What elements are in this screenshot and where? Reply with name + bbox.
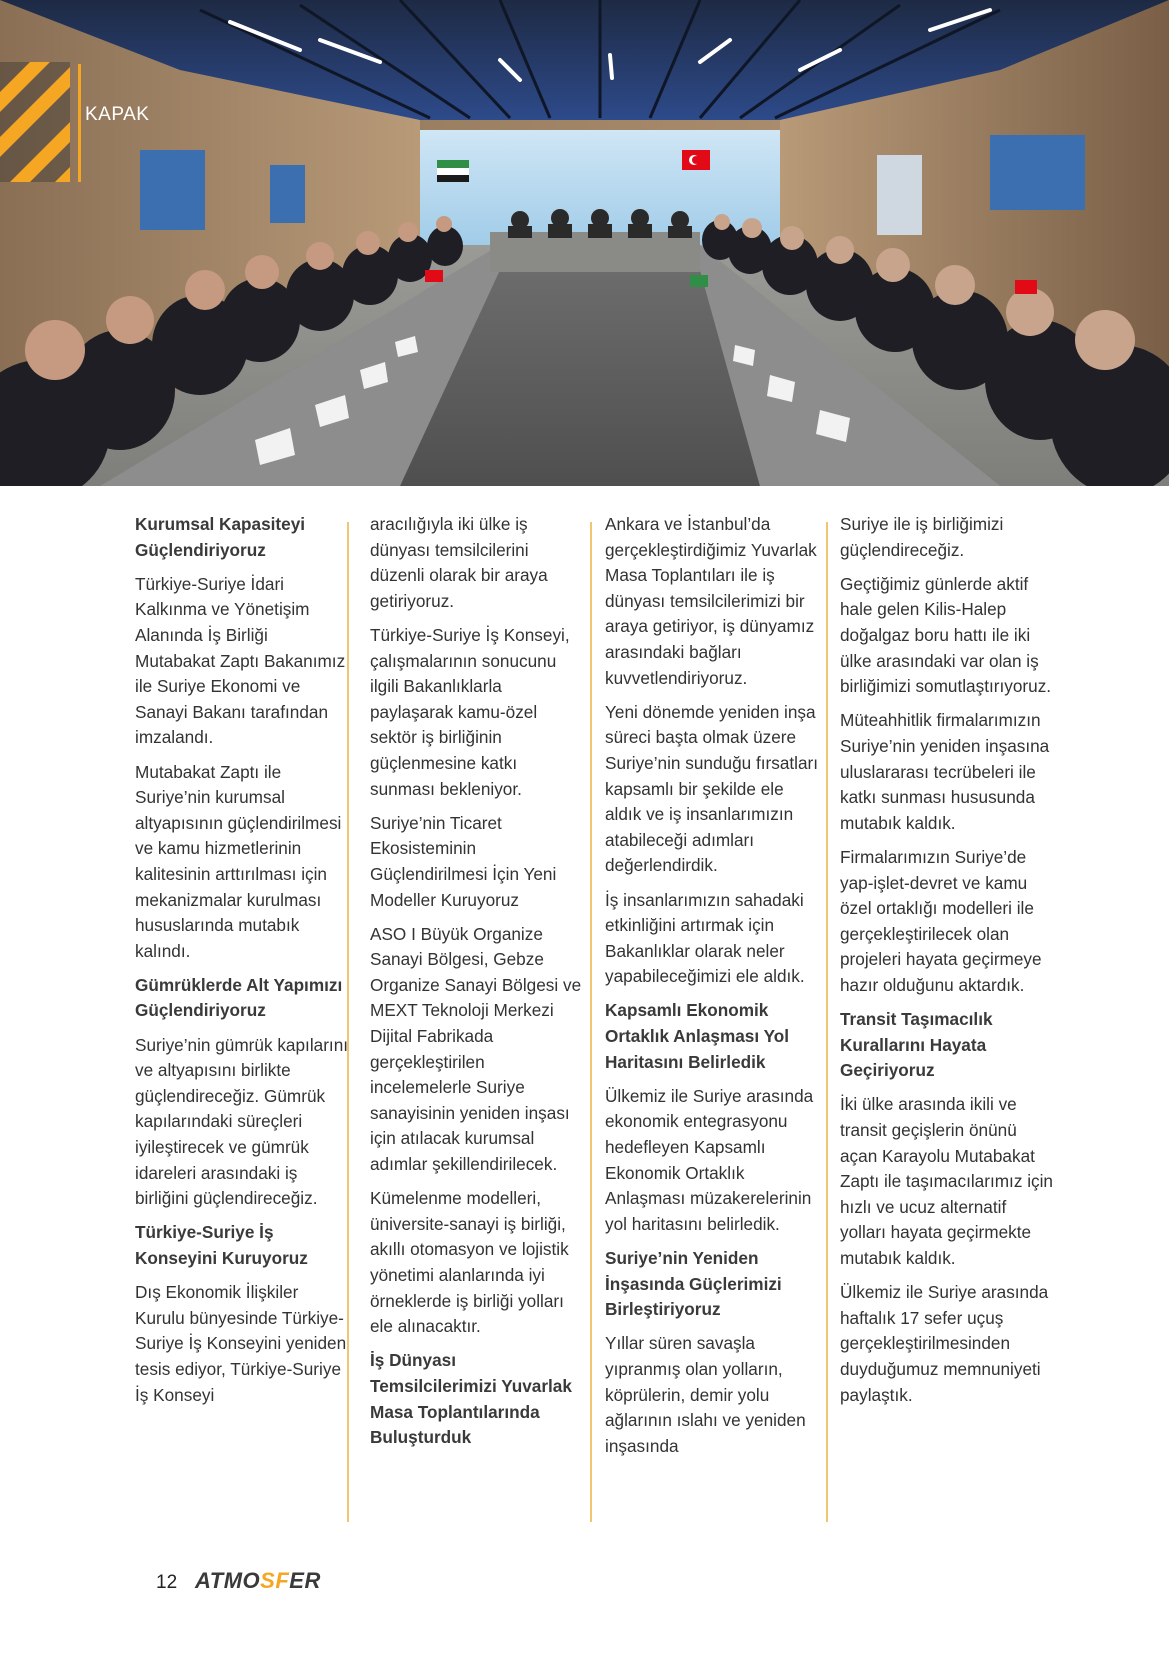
logo-text-part1: ATMO bbox=[195, 1568, 261, 1593]
body-paragraph: Suriye ile iş birliğimizi güçlendireceğiz. bbox=[840, 514, 1004, 560]
body-paragraph: Yıllar süren savaşla yıpranmış olan yolların, köprülerin, demir yolu ağlarının ıslahı ve yeniden inşasında bbox=[605, 1333, 806, 1456]
body-paragraph: Müteahhitlik firmalarımızın Suriye’nin yeniden inşasına uluslararası tecrübeleri ile katkı sunması hususunda mutabık kaldık. bbox=[840, 710, 1050, 833]
body-paragraph: ASO I Büyük Organize Sanayi Bölgesi, Gebze Organize Sanayi Bölgesi ve MEXT Teknoloji Merkezi Dijital Fabrikada gerçekleştirilen incelemelerle Suriye sanayisinin yeniden inşası için atılacak kurumsal adımlar şekillendirilecek. bbox=[370, 923, 582, 1175]
section-heading: Kurumsal Kapasiteyi Güçlendiriyoruz bbox=[135, 514, 306, 560]
body-paragraph: Mutabakat Zaptı ile Suriye’nin kurumsal altyapısının güçlendirilmesi ve kamu hizmetlerinin kalitesinin arttırılması için mekanizmalar kurulması hususlarında mutabık kalındı. bbox=[135, 761, 342, 961]
section-heading: Türkiye-Suriye İş Konseyini Kuruyoruz bbox=[135, 1222, 308, 1268]
body-paragraph: Ülkemiz ile Suriye arasında haftalık 17 sefer uçuş gerçekleştirilmesinden duyduğumuz memnuniyeti paylaştık. bbox=[840, 1282, 1049, 1405]
section-heading: Kapsamlı Ekonomik Ortaklık Anlaşması Yol Haritasını Belirledik bbox=[605, 1000, 790, 1072]
cover-photo bbox=[0, 0, 1169, 486]
body-paragraph: Yeni dönemde yeniden inşa süreci başta olmak üzere Suriye’nin sunduğu fırsatları kapsamlı bir şekilde ele aldık ve iş insanlarımızın atabileceği adımları değerlendirdik. bbox=[605, 701, 819, 876]
meeting-photo-illustration bbox=[0, 0, 1169, 486]
body-paragraph: aracılığıyla iki ülke iş dünyası temsilcilerini düzenli olarak bir araya getiriyoruz. bbox=[370, 514, 548, 611]
body-paragraph: Suriye’nin Ticaret Ekosisteminin Güçlendirilmesi İçin Yeni Modeller Kuruyoruz bbox=[370, 812, 557, 910]
body-paragraph: Geçtiğimiz günlerde aktif hale gelen Kilis-Halep doğalgaz boru hattı ile iki ülke arasındaki var olan iş birliğimizi somutlaştırıyoruz. bbox=[840, 573, 1052, 697]
body-paragraph: Ankara ve İstanbul’da gerçekleştirdiğimiz Yuvarlak Masa Toplantıları ile iş dünyası temsilcilerimizi bir araya getiriyor, iş dünyamız arasındaki bağları kuvvetlendiriyoruz. bbox=[605, 514, 817, 688]
magazine-logo bbox=[195, 1568, 321, 1594]
article-column-4 bbox=[840, 512, 1054, 1417]
body-paragraph: Türkiye-Suriye İdari Kalkınma ve Yönetişim Alanında İş Birliği Mutabakat Zaptı Bakanımız ile Suriye Ekonomi ve Sanayi Bakanı tarafından imzalandı. bbox=[135, 573, 346, 748]
section-heading: Suriye’nin Yeniden İnşasında Güçlerimizi Birleştiriyoruz bbox=[605, 1248, 782, 1320]
page-number: 12 bbox=[156, 1572, 178, 1593]
stripes-icon bbox=[0, 62, 80, 182]
article-column-1 bbox=[135, 512, 349, 1417]
section-heading: Gümrüklerde Alt Yapımızı Güçlendiriyoruz bbox=[135, 974, 343, 1021]
body-paragraph: İş insanlarımızın sahadaki etkinliğini artırmak için Bakanlıklar olarak neler yapabileceğimizi ele aldık. bbox=[605, 889, 805, 987]
article-body bbox=[0, 512, 1169, 1524]
body-paragraph: Suriye’nin gümrük kapılarını ve altyapısını birlikte güçlendireceğiz. Gümrük kapılarındaki süreçleri iyileştirecek ve gümrük idareleri arasındaki iş birliğini güçlendireceğiz. bbox=[135, 1034, 349, 1209]
logo-text-accent: SF bbox=[260, 1568, 290, 1593]
section-tag-divider bbox=[78, 64, 81, 182]
logo-text-part2: ER bbox=[289, 1568, 321, 1593]
body-paragraph: Ülkemiz ile Suriye arasında ekonomik entegrasyonu hedefleyen Kapsamlı Ekonomik Ortaklık Anlaşması müzakerelerinin yol haritasını belirledik. bbox=[605, 1085, 814, 1234]
article-column-2 bbox=[370, 512, 584, 1459]
section-heading: İş Dünyası Temsilcilerimizi Yuvarlak Masa Toplantılarında Buluşturduk bbox=[370, 1350, 572, 1448]
body-paragraph: Türkiye-Suriye İş Konseyi, çalışmalarının sonucunu ilgili Bakanlıklarla paylaşarak kamu-özel sektör iş birliğinin güçlenmesine katkı sunması bekleniyor. bbox=[370, 624, 570, 799]
article-column-3 bbox=[605, 512, 819, 1468]
section-label: KAPAK bbox=[85, 104, 150, 125]
body-paragraph: Firmalarımızın Suriye’de yap-işlet-devret ve kamu özel ortaklığı modelleri ile gerçekleştirilecek olan projeleri hayata geçirmeye hazır olduğunu aktardık. bbox=[840, 846, 1042, 995]
section-heading: Transit Taşımacılık Kurallarını Hayata Geçiriyoruz bbox=[840, 1009, 993, 1081]
body-paragraph: İki ülke arasında ikili ve transit geçişlerin önünü açan Karayolu Mutabakat Zaptı ile taşımacılarımız için hızlı ve ucuz alternatif yolları hayata geçirmekte mutabık kaldık. bbox=[840, 1094, 1053, 1268]
body-paragraph: Dış Ekonomik İlişkiler Kurulu bünyesinde Türkiye-Suriye İş Konseyini yeniden tesis ediyor, Türkiye-Suriye İş Konseyi bbox=[135, 1282, 347, 1405]
section-stripes-decoration bbox=[0, 62, 80, 182]
body-paragraph: Kümelenme modelleri, üniversite-sanayi iş birliği, akıllı otomasyon ve lojistik yönetimi alanlarında iyi örneklerde iş birliği yolları ele alınacaktır. bbox=[370, 1188, 569, 1337]
